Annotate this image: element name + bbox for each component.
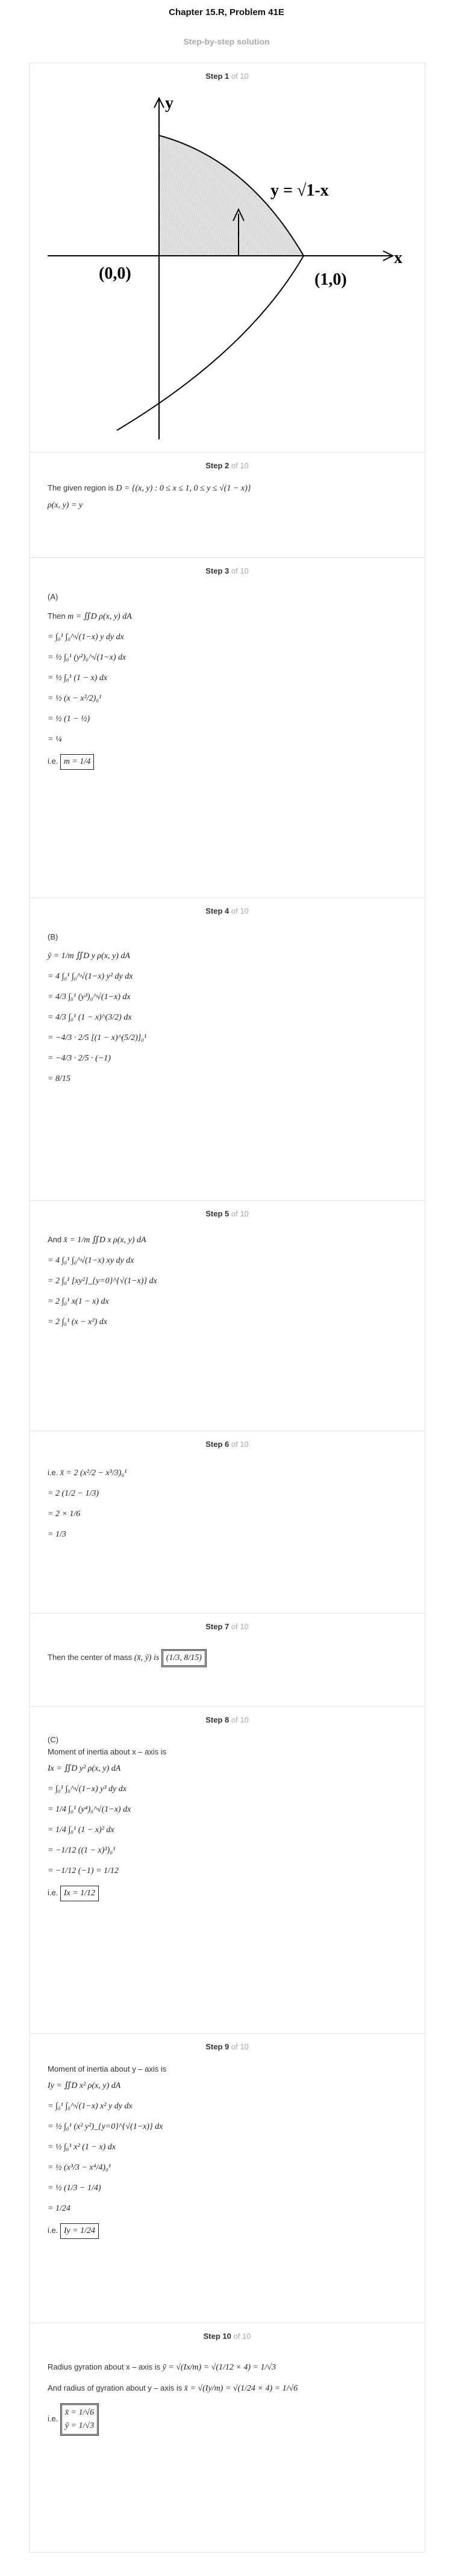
ix-result: Ix = 1/12 [60,1886,99,1901]
step-6-heading [30,1431,425,1449]
step-label: Step 9 [205,2042,230,2051]
step-9-heading [30,2034,425,2051]
iy-result: Iy = 1/24 [60,2223,99,2239]
math-line: = 4/3 ∫₀¹ (1 − x)^(3/2) dx [48,1013,132,1022]
step-total: of 10 [231,1209,249,1218]
step-4-heading [30,898,425,915]
region-graph [45,87,406,448]
step-8-heading [30,1707,425,1724]
step-label: Step 2 [205,461,230,470]
moment-y-text: Moment of inertia about y – axis is [48,2064,167,2073]
math-line: = ∫₀¹ ∫₀^√(1−x) y dy dx [48,633,124,642]
gyration-result-y: ȳ = 1/√3 [64,2421,95,2430]
step-2-heading [30,453,425,470]
mass-result: m = 1/4 [60,754,94,770]
step-7-heading [30,1614,425,1631]
step-9 [30,2034,425,2323]
page-title: Chapter 15.R, Problem 41E [169,7,284,17]
step-4 [30,898,425,1201]
x-axis-label: x [394,249,402,267]
gyration-y-text: And radius of gyration about y – axis is [48,2383,183,2392]
center-of-mass-expression: (x̄, ȳ) is [134,1653,160,1663]
step-8 [30,1707,425,2034]
x-bar-definition: x̄ = 1/m ∬D x ρ(x, y) dA [63,1236,146,1245]
ie-text: i.e. [48,1468,58,1477]
center-of-mass-text: Then the center of mass [48,1653,133,1662]
page-subtitle: Step-by-step solution [183,37,270,46]
point-label: (1,0) [314,270,347,289]
step-label: Step 1 [205,72,230,81]
math-line: = ∫₀¹ ∫₀^√(1−x) y³ dy dx [48,1785,127,1794]
math-line: = 1/3 [48,1530,66,1539]
math-line: = ½ ∫₀¹ (y²)₀^√(1−x) dx [48,653,127,662]
math-line: = −4/3 · 2/5 · (−1) [48,1054,111,1063]
step-3 [30,558,425,898]
step-1-heading [30,63,425,81]
y-axis-label: y [165,94,173,113]
math-line: = 2 ∫₀¹ (x − x²) dx [48,1317,107,1327]
step-1 [30,63,425,453]
step-total: of 10 [233,2332,251,2341]
gyration-x-text: Radius gyration about x – axis is [48,2362,161,2371]
ix-definition: Ix = ∬D y² ρ(x, y) dA [48,1764,121,1773]
step-7 [30,1614,425,1707]
gyration-result [60,2403,99,2436]
step-2 [30,453,425,558]
step-total: of 10 [231,906,249,915]
step-10 [30,2323,425,2552]
and-text: And [48,1235,62,1244]
math-line: = ½ ∫₀¹ (1 − x) dx [48,673,108,683]
region-text: The given region is [48,483,114,492]
center-of-mass-result: (1/3, 8/15) [161,1649,207,1667]
math-line: = 1/24 [48,2204,70,2213]
part-label: (C) [48,1735,59,1744]
step-6 [30,1431,425,1614]
origin-label: (0,0) [99,264,131,283]
math-line: = ½ (x − x²/2)₀¹ [48,694,102,703]
ie-text: i.e. [48,2226,58,2235]
step-5 [30,1201,425,1431]
step-total: of 10 [231,1622,249,1631]
step-total: of 10 [231,2042,249,2051]
math-line: = 2 ∫₀¹ [xy²]_{y=0}^{√(1−x)} dx [48,1277,157,1286]
math-line: = ½ (1/3 − 1/4) [48,2184,101,2193]
gyration-x-expression: ȳ = √(Ix/m) = √(1/12 × 4) = 1/√3 [162,2363,276,2372]
math-line: = ½ (1 − ½) [48,714,90,723]
step-total: of 10 [231,461,249,470]
step-label: Step 8 [205,1715,230,1724]
gyration-result-x: x̄ = 1/√6 [64,2408,95,2417]
iy-definition: Iy = ∬D x² ρ(x, y) dA [48,2081,121,2090]
density-expression: ρ(x, y) = y [48,501,83,510]
math-line: = 1/4 ∫₀¹ (1 − x)² dx [48,1825,114,1834]
part-label: (B) [48,932,58,941]
step-total: of 10 [231,1440,249,1449]
step-label: Step 10 [203,2332,231,2341]
math-line: = ½ ∫₀¹ (x² y²)_{y=0}^{√(1−x)} dx [48,2122,163,2131]
step-total: of 10 [231,72,249,81]
math-line: = ½ (x³/3 − x⁴/4)₀¹ [48,2163,111,2172]
math-line: = 1/4 ∫₀¹ (y⁴)₀^√(1−x) dx [48,1805,131,1814]
curve-label: y = √1-x [270,181,329,200]
math-line: = ¼ [48,735,62,744]
ie-text: i.e. [48,2414,58,2424]
math-line: = ∫₀¹ ∫₀^√(1−x) x² y dy dx [48,2102,133,2111]
math-line: = 2 × 1/6 [48,1509,81,1519]
step-label: Step 5 [205,1209,230,1218]
y-bar-definition: ȳ = 1/m ∬D y ρ(x, y) dA [48,952,130,961]
step-total: of 10 [231,1715,249,1724]
math-line: = −4/3 · 2/5 [(1 − x)^(5/2)]₀¹ [48,1033,147,1042]
math-line: = −1/12 ((1 − x)³)₀¹ [48,1846,116,1855]
math-line: = −1/12 (−1) = 1/12 [48,1866,119,1875]
step-5-heading [30,1201,425,1218]
math-line: = 8/15 [48,1074,70,1083]
math-line: = 4 ∫₀¹ ∫₀^√(1−x) xy dy dx [48,1256,134,1265]
part-label: (A) [48,592,58,601]
gyration-y-expression: x̄ = √(Iy/m) = √(1/24 × 4) = 1/√6 [184,2384,298,2393]
step-total: of 10 [231,566,249,575]
math-line: = 4 ∫₀¹ ∫₀^√(1−x) y² dy dx [48,972,133,981]
page-header [0,0,453,46]
math-line: = ½ ∫₀¹ x² (1 − x) dx [48,2143,116,2152]
step-3-heading [30,558,425,575]
math-line: x̄ = 2 (x²/2 − x³/3)₀¹ [60,1469,127,1478]
ie-text: i.e. [48,757,58,766]
then-text: Then [48,611,66,621]
ie-text: i.e. [48,1888,58,1898]
math-line: = 4/3 ∫₀¹ (y³)₀^√(1−x) dx [48,992,131,1002]
step-label: Step 3 [205,566,230,575]
step-label: Step 6 [205,1440,230,1449]
math-line: = 2 ∫₀¹ x(1 − x) dx [48,1297,109,1306]
mass-definition: m = ∬D ρ(x, y) dA [67,612,132,621]
step-label: Step 4 [205,906,230,915]
step-label: Step 7 [205,1622,230,1631]
moment-x-text: Moment of inertia about x – axis is [48,1747,167,1756]
solution-container [29,63,425,2553]
math-line: = 2 (1/2 − 1/3) [48,1489,99,1498]
region-expression: D = {(x, y) : 0 ≤ x ≤ 1, 0 ≤ y ≤ √(1 − x)} [116,484,251,493]
step-10-heading [30,2323,425,2341]
